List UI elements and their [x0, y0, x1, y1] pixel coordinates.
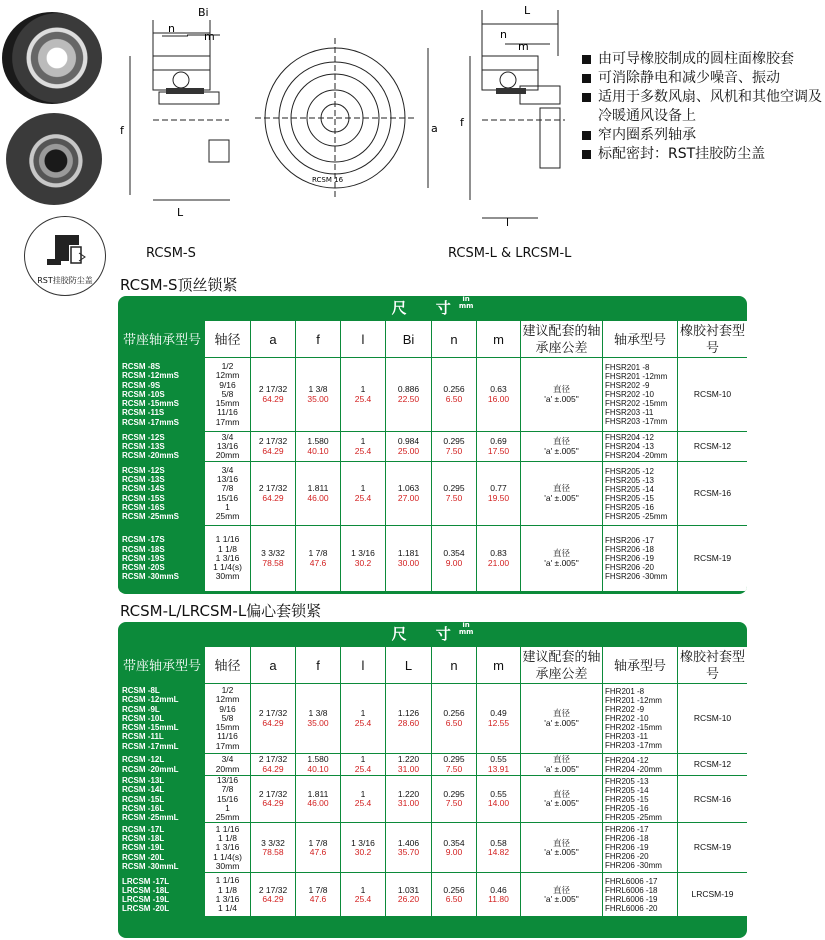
- model-cell: RCSM -13L RCSM -14L RCSM -15L RCSM -16L RCSM -25mmL: [119, 776, 205, 823]
- label-l: L: [177, 206, 184, 219]
- dim-cell-l: 1 25.4: [341, 873, 386, 917]
- tolerance-cell: 直径 'a' ±.005": [521, 776, 603, 823]
- dim-cell-a: 3 3/32 78.58: [251, 823, 296, 873]
- caption-rcsm-s: RCSM-S: [146, 246, 196, 261]
- dim-cell-f: 1 7/8 47.6: [296, 823, 341, 873]
- model-cell: RCSM -17L RCSM -18L RCSM -19L RCSM -20L RCSM -30mmL: [119, 823, 205, 873]
- bearing-cell: FHR205 -13 FHR205 -14 FHR205 -15 FHR205 -16 FHR205 -25mm: [603, 776, 678, 823]
- column-header: 轴承型号: [603, 321, 678, 358]
- rst-caption: RST挂胶防尘盖: [37, 276, 93, 285]
- dim-cell-f: 1.580 40.10: [296, 432, 341, 462]
- tolerance-cell: 直径 'a' ±.005": [521, 873, 603, 917]
- feature-item: 适用于多数风扇、风机和其他空调及冷暖通风设备上: [582, 88, 822, 126]
- dim-cell-n: 0.295 7.50: [432, 432, 477, 462]
- tolerance-cell: 直径 'a' ±.005": [521, 684, 603, 754]
- model-cell: RCSM -12S RCSM -13S RCSM -20mmS: [119, 432, 205, 462]
- dim-cell-n: 0.256 6.50: [432, 873, 477, 917]
- dim-cell-m: 0.69 17.50: [477, 432, 521, 462]
- dim-cell-x: 0.886 22.50: [386, 358, 432, 432]
- label-rcsm-stamp: RCSM 16: [312, 176, 344, 184]
- dim-cell-m: 0.63 16.00: [477, 358, 521, 432]
- dim-cell-x: 1.220 31.00: [386, 754, 432, 776]
- shaft-cell: 1/2 12mm 9/16 5/8 15mm 11/16 17mm: [205, 358, 251, 432]
- dim-cell-n: 0.256 6.50: [432, 684, 477, 754]
- rcsm-s-drawing: [110, 0, 440, 240]
- dim-cell-n: 0.354 9.00: [432, 526, 477, 592]
- column-header: 带座轴承型号: [119, 647, 205, 684]
- tolerance-cell: 直径 'a' ±.005": [521, 432, 603, 462]
- bearing-cell: FHSR201 -8 FHSR201 -12mm FHSR202 -9 FHSR202 -10 FHSR202 -15mm FHSR203 -11 FHSR203 -17mm: [603, 358, 678, 432]
- column-header: f: [296, 321, 341, 358]
- label-f-l: f: [460, 116, 464, 129]
- feature-item: 由可导橡胶制成的圆柱面橡胶套: [582, 50, 822, 69]
- dim-cell-a: 2 17/32 64.29: [251, 462, 296, 526]
- label-n-l: n: [500, 28, 507, 41]
- sleeve-cell: LRCSM-19: [678, 873, 748, 917]
- sleeve-cell: RCSM-19: [678, 526, 748, 592]
- bearing-cell: FHSR206 -17 FHSR206 -18 FHSR206 -19 FHSR206 -20 FHSR206 -30mm: [603, 526, 678, 592]
- rcsm-l-drawing: [460, 0, 570, 240]
- shaft-cell: 3/4 13/16 7/8 15/16 1 25mm: [205, 462, 251, 526]
- column-header: 带座轴承型号: [119, 321, 205, 358]
- feature-list: [582, 50, 822, 164]
- column-header: a: [251, 647, 296, 684]
- product-photo-1: [2, 12, 102, 104]
- dim-cell-x: 1.181 30.00: [386, 526, 432, 592]
- column-header: Bi: [386, 321, 432, 358]
- model-cell: LRCSM -17L LRCSM -18L LRCSM -19L LRCSM -20L: [119, 873, 205, 917]
- label-f: f: [120, 124, 124, 137]
- shaft-cell: 1 1/16 1 1/8 1 3/16 1 1/4: [205, 873, 251, 917]
- dim-cell-m: 0.83 21.00: [477, 526, 521, 592]
- column-header: 橡胶衬套型号: [678, 647, 748, 684]
- dim-cell-a: 2 17/32 64.29: [251, 776, 296, 823]
- column-header: 建议配套的轴承座公差: [521, 321, 603, 358]
- column-header: l: [341, 647, 386, 684]
- table-row: [119, 432, 748, 462]
- tolerance-cell: 直径 'a' ±.005": [521, 462, 603, 526]
- dim-cell-l: 1 25.4: [341, 754, 386, 776]
- column-header: a: [251, 321, 296, 358]
- shaft-cell: 1 1/16 1 1/8 1 3/16 1 1/4(s) 30mm: [205, 526, 251, 592]
- column-header: n: [432, 647, 477, 684]
- table-row: [119, 776, 748, 823]
- caption-rcsm-l: RCSM-L & LRCSM-L: [448, 246, 572, 261]
- feature-item: 窄内圈系列轴承: [582, 126, 822, 145]
- dim-cell-n: 0.295 7.50: [432, 462, 477, 526]
- dim-cell-a: 3 3/32 78.58: [251, 526, 296, 592]
- dim-cell-m: 0.46 11.80: [477, 873, 521, 917]
- dim-cell-f: 1 3/8 35.00: [296, 684, 341, 754]
- column-header: l: [341, 321, 386, 358]
- shaft-cell: 13/16 7/8 15/16 1 25mm: [205, 776, 251, 823]
- dim-cell-f: 1.811 46.00: [296, 776, 341, 823]
- dim-cell-x: 1.031 26.20: [386, 873, 432, 917]
- sleeve-cell: RCSM-10: [678, 358, 748, 432]
- tolerance-cell: 直径 'a' ±.005": [521, 754, 603, 776]
- label-m: m: [204, 30, 215, 43]
- tolerance-cell: 直径 'a' ±.005": [521, 358, 603, 432]
- table-row: [119, 462, 748, 526]
- dim-cell-m: 0.55 13.91: [477, 754, 521, 776]
- bearing-cell: FHRL6006 -17 FHRL6006 -18 FHRL6006 -19 FHRL6006 -20: [603, 873, 678, 917]
- dim-cell-l: 1 25.4: [341, 684, 386, 754]
- dim-cell-l: 1 3/16 30.2: [341, 526, 386, 592]
- dim-cell-n: 0.295 7.50: [432, 754, 477, 776]
- column-header: n: [432, 321, 477, 358]
- section-l-title: RCSM-L/LRCSM-L偏心套锁紧: [120, 602, 322, 620]
- dim-cell-f: 1.811 46.00: [296, 462, 341, 526]
- dim-cell-m: 0.58 14.82: [477, 823, 521, 873]
- dim-cell-x: 1.126 28.60: [386, 684, 432, 754]
- dim-cell-a: 2 17/32 64.29: [251, 432, 296, 462]
- column-header: 轴径: [205, 321, 251, 358]
- dim-cell-n: 0.354 9.00: [432, 823, 477, 873]
- shaft-cell: 1 1/16 1 1/8 1 3/16 1 1/4(s) 30mm: [205, 823, 251, 873]
- table-row: [119, 526, 748, 592]
- model-cell: RCSM -17S RCSM -18S RCSM -19S RCSM -20S RCSM -30mmS: [119, 526, 205, 592]
- bearing-cell: FHSR205 -12 FHSR205 -13 FHSR205 -14 FHSR205 -15 FHSR205 -16 FHSR205 -25mm: [603, 462, 678, 526]
- column-header: 建议配套的轴承座公差: [521, 647, 603, 684]
- dim-cell-l: 1 3/16 30.2: [341, 823, 386, 873]
- column-header: f: [296, 647, 341, 684]
- sleeve-cell: RCSM-12: [678, 432, 748, 462]
- column-header: 橡胶衬套型号: [678, 321, 748, 358]
- dim-cell-l: 1 25.4: [341, 776, 386, 823]
- section-s-title: RCSM-S顶丝锁紧: [120, 276, 238, 294]
- bearing-cell: FHSR204 -12 FHSR204 -13 FHSR204 -20mm: [603, 432, 678, 462]
- shaft-cell: 3/4 13/16 20mm: [205, 432, 251, 462]
- label-bi: Bi: [198, 6, 209, 19]
- dim-cell-a: 2 17/32 64.29: [251, 873, 296, 917]
- table-row: [119, 823, 748, 873]
- dim-cell-n: 0.256 6.50: [432, 358, 477, 432]
- column-header: 轴径: [205, 647, 251, 684]
- dim-cell-m: 0.49 12.55: [477, 684, 521, 754]
- table-row: [119, 873, 748, 917]
- dim-cell-a: 2 17/32 64.29: [251, 754, 296, 776]
- dim-cell-l: 1 25.4: [341, 462, 386, 526]
- feature-item: 可消除静电和减少噪音、振动: [582, 69, 822, 88]
- dim-cell-x: 1.063 27.00: [386, 462, 432, 526]
- label-m-l: m: [518, 40, 529, 53]
- product-photo-2: [6, 113, 102, 205]
- feature-item: 标配密封：RST挂胶防尘盖: [582, 145, 822, 164]
- dim-cell-m: 0.55 14.00: [477, 776, 521, 823]
- label-l-big: L: [524, 4, 531, 17]
- dim-cell-x: 1.220 31.00: [386, 776, 432, 823]
- table-row: [119, 684, 748, 754]
- dim-cell-x: 1.406 35.70: [386, 823, 432, 873]
- tolerance-cell: 直径 'a' ±.005": [521, 823, 603, 873]
- model-cell: RCSM -8L RCSM -12mmL RCSM -9L RCSM -10L RCSM -15mmL RCSM -11L RCSM -17mmL: [119, 684, 205, 754]
- bearing-cell: FHR201 -8 FHR201 -12mm FHR202 -9 FHR202 -10 FHR202 -15mm FHR203 -11 FHR203 -17mm: [603, 684, 678, 754]
- tolerance-cell: 直径 'a' ±.005": [521, 526, 603, 592]
- dim-cell-f: 1.580 40.10: [296, 754, 341, 776]
- table-row: [119, 754, 748, 776]
- sleeve-cell: RCSM-16: [678, 776, 748, 823]
- model-cell: RCSM -8S RCSM -12mmS RCSM -9S RCSM -10S RCSM -15mmS RCSM -11S RCSM -17mmS: [119, 358, 205, 432]
- dim-cell-x: 0.984 25.00: [386, 432, 432, 462]
- table-row: [119, 358, 748, 432]
- column-header: L: [386, 647, 432, 684]
- table-header-size: 尺 寸in mm: [391, 622, 474, 643]
- spec-table-l: [118, 622, 747, 938]
- column-header: m: [477, 647, 521, 684]
- dim-cell-n: 0.295 7.50: [432, 776, 477, 823]
- dim-cell-f: 1 7/8 47.6: [296, 526, 341, 592]
- table-header-size: 尺 寸in mm: [391, 296, 474, 317]
- dim-cell-f: 1 7/8 47.6: [296, 873, 341, 917]
- label-a: a: [431, 122, 438, 135]
- sleeve-cell: RCSM-16: [678, 462, 748, 526]
- model-cell: RCSM -12L RCSM -20mmL: [119, 754, 205, 776]
- label-n: n: [168, 22, 175, 35]
- sleeve-cell: RCSM-19: [678, 823, 748, 873]
- column-header: m: [477, 321, 521, 358]
- shaft-cell: 1/2 12mm 9/16 5/8 15mm 11/16 17mm: [205, 684, 251, 754]
- sleeve-cell: RCSM-12: [678, 754, 748, 776]
- model-cell: RCSM -12S RCSM -13S RCSM -14S RCSM -15S RCSM -16S RCSM -25mmS: [119, 462, 205, 526]
- rst-seal-diagram: [24, 216, 106, 296]
- dim-cell-l: 1 25.4: [341, 432, 386, 462]
- column-header: 轴承型号: [603, 647, 678, 684]
- dim-cell-l: 1 25.4: [341, 358, 386, 432]
- dim-cell-a: 2 17/32 64.29: [251, 684, 296, 754]
- sleeve-cell: RCSM-10: [678, 684, 748, 754]
- dim-cell-a: 2 17/32 64.29: [251, 358, 296, 432]
- bearing-cell: FHR204 -12 FHR204 -20mm: [603, 754, 678, 776]
- dim-cell-m: 0.77 19.50: [477, 462, 521, 526]
- dim-cell-f: 1 3/8 35.00: [296, 358, 341, 432]
- shaft-cell: 3/4 20mm: [205, 754, 251, 776]
- bearing-cell: FHR206 -17 FHR206 -18 FHR206 -19 FHR206 -20 FHR206 -30mm: [603, 823, 678, 873]
- spec-table-s: [118, 296, 747, 594]
- label-l-small: l: [506, 216, 510, 229]
